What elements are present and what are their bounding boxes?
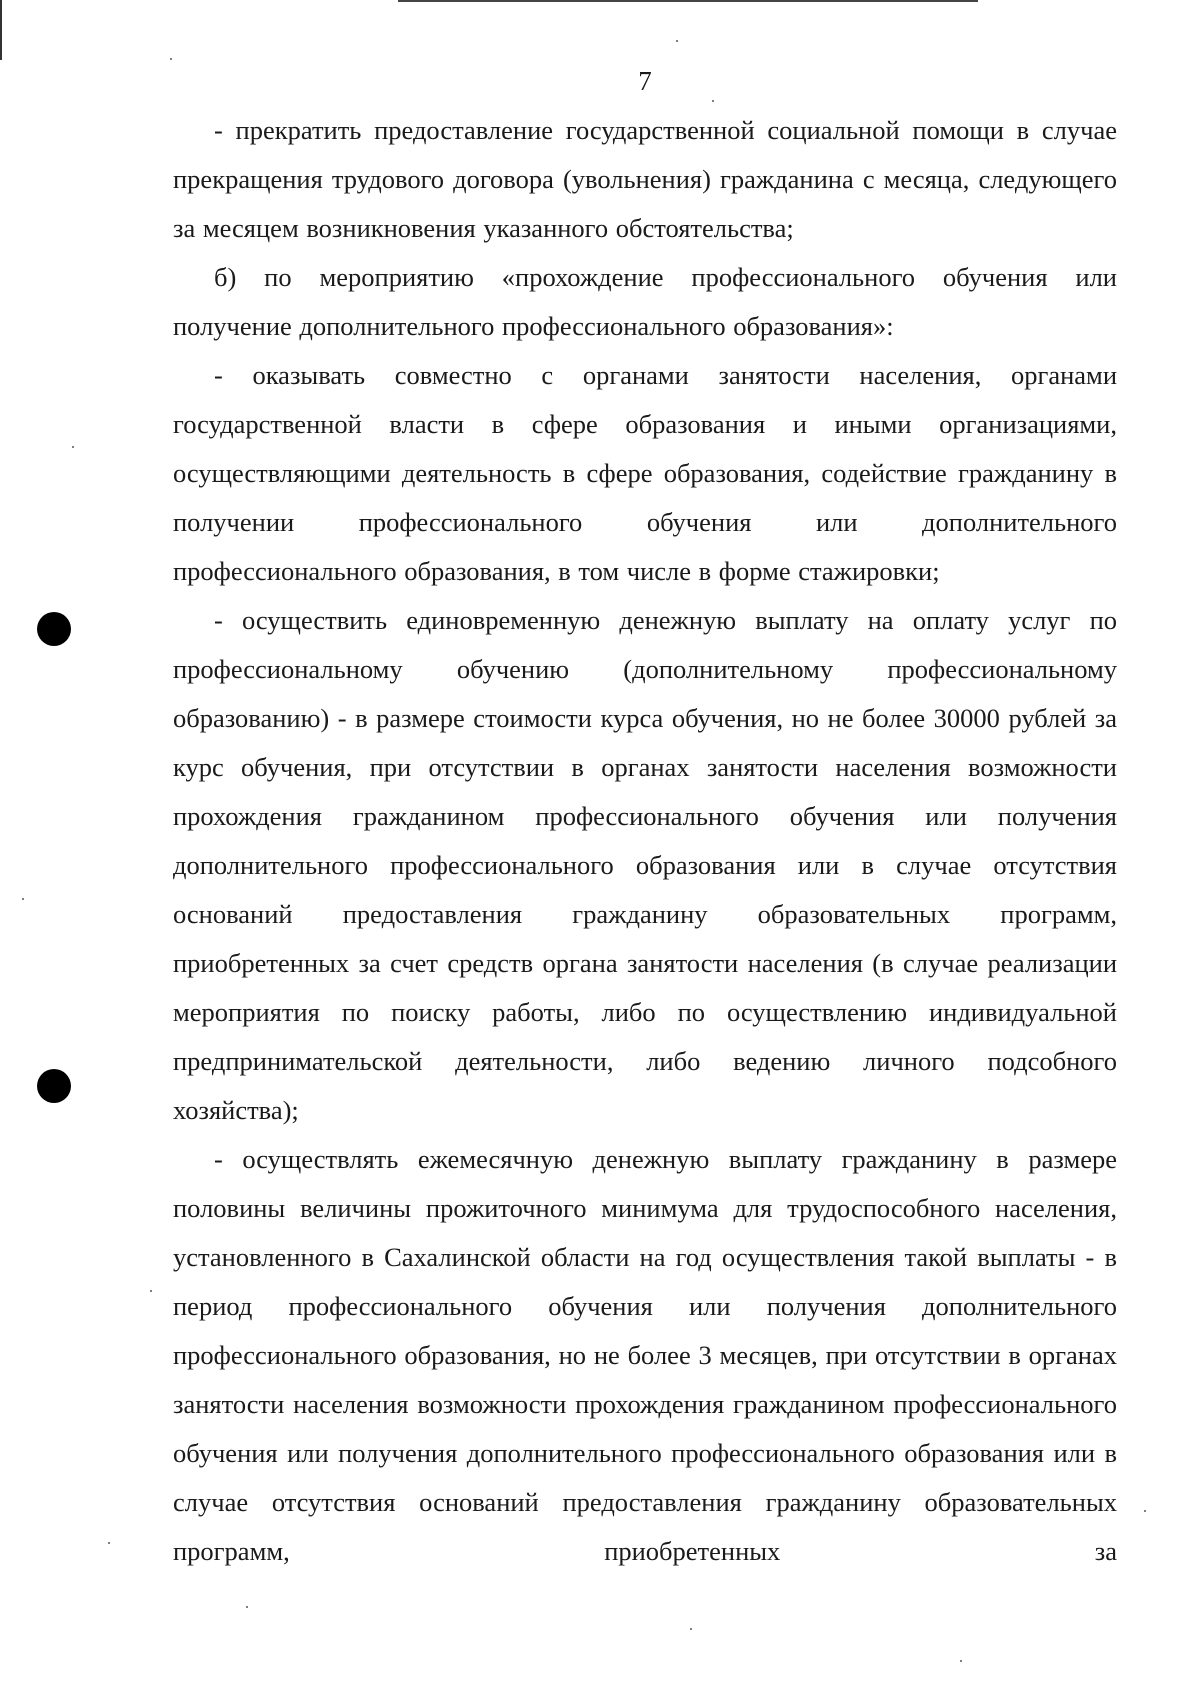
scan-speck bbox=[150, 1290, 152, 1292]
punch-hole-upper bbox=[37, 612, 71, 646]
document-body bbox=[173, 106, 1117, 1576]
scan-speck bbox=[22, 898, 24, 900]
paragraph-monthly-payment: - осуществлять ежемесячную денежную выплату гражданину в размере половины величины прожиточного минимума для трудоспособного населения, установленного в Сахалинской области на год осуществления такой выплаты - в период профессионального обучения или получения дополнительного профессионального образования, но не более 3 месяцев, при отсутствии в органах занятости населения возможности прохождения гражданином профессионального обучения или получения дополнительного профессионального образования или в случае отсутствия оснований предоставления гражданину образовательных программ, приобретенных за bbox=[173, 1144, 1117, 1566]
paragraph-assist-in-training: - оказывать совместно с органами занятости населения, органами государственной власти в сфере образования и иными организациями, осуществляющими деятельность в сфере образования, содействие гражданину в получении профессионального обучения или дополнительного профессионального образования, в том числе в форме стажировки; bbox=[173, 360, 1117, 586]
scan-speck bbox=[960, 1660, 962, 1662]
scan-speck bbox=[676, 40, 678, 42]
paragraph-training-measure-heading: б) по мероприятию «прохождение профессионального обучения или получение дополнительного профессионального образования»: bbox=[173, 262, 1117, 341]
scan-speck bbox=[690, 1628, 692, 1630]
scan-speck bbox=[1144, 1510, 1146, 1512]
scan-speck bbox=[712, 100, 714, 102]
scan-speck bbox=[108, 1542, 110, 1544]
scan-speck bbox=[246, 1606, 248, 1608]
paragraph-terminate-assistance: - прекратить предоставление государственной социальной помощи в случае прекращения трудового договора (увольнения) гражданина с месяца, следующего за месяцем возникновения указанного обстоятельства; bbox=[173, 115, 1117, 243]
page-number: 7 bbox=[638, 66, 652, 96]
scan-speck bbox=[170, 58, 172, 60]
punch-hole-lower bbox=[37, 1069, 71, 1103]
paragraph-one-time-payment: - осуществить единовременную денежную выплату на оплату услуг по профессиональному обучению (дополнительному профессиональному образованию) - в размере стоимости курса обучения, но не более 30000 рублей за курс обучения, при отсутствии в органах занятости населения возможности прохождения гражданином профессионального обучения или получения дополнительного профессионального образования или в случае отсутствия оснований предоставления гражданину образовательных программ, приобретенных за счет средств органа занятости населения (в случае реализации мероприятия по поиску работы, либо по осуществлению индивидуальной предпринимательской деятельности, либо ведению личного подсобного хозяйства); bbox=[173, 605, 1117, 1125]
scan-border-left bbox=[0, 0, 2, 60]
scan-speck bbox=[72, 446, 74, 448]
scan-border-top bbox=[398, 0, 978, 2]
